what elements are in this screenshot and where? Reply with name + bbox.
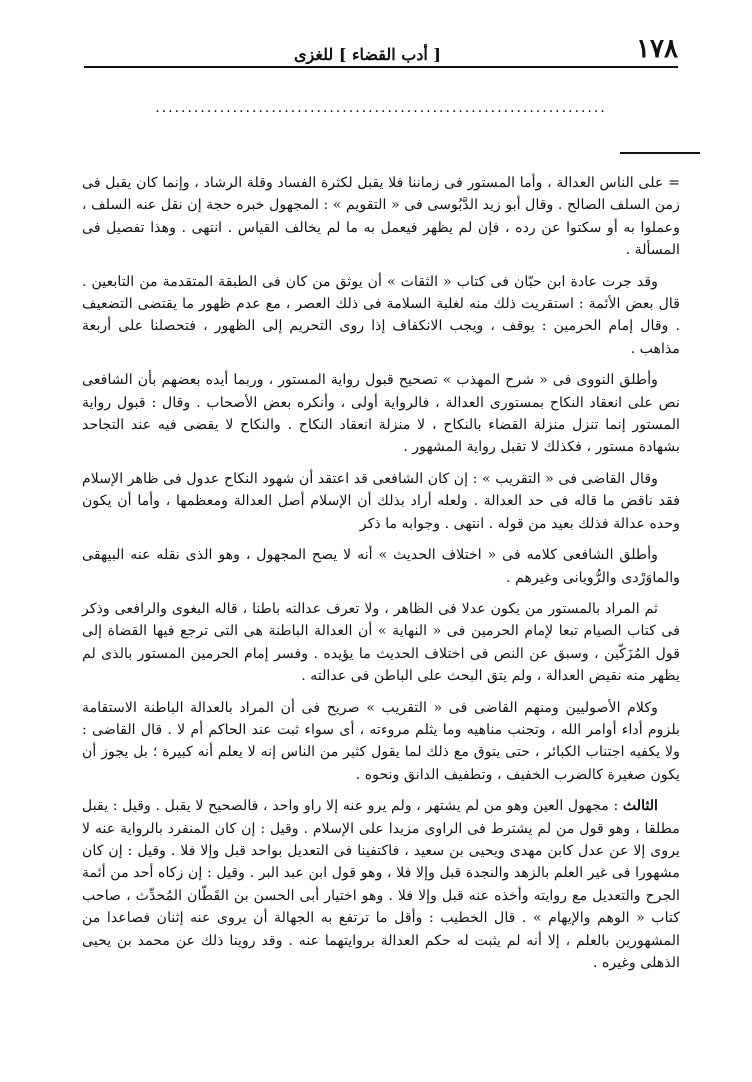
- page-number: ١٧٨: [636, 34, 678, 64]
- paragraph-continuation: = على الناس العدالة ، وأما المستور فى زماننا فلا يقبل لكثرة الفساد وقلة الرشاد ، وإنما كان يقبل فى زمن السلف الصالح . وقال أبو زيد الدَّبُوسى فى « التقويم » : المجهول خبره حجة إن نقل عنه السلف ، وعملوا به أو سكتوا عن رده ، فإن لم يظهر فيعمل به ما لم يخالف القياس . انتهى . وهذا تفصيل فى المسألة .: [82, 175, 680, 259]
- running-title: [ أدب القضاء ] للغزى: [294, 45, 441, 64]
- dotted-separator: ......................................................................: [155, 100, 607, 116]
- paragraph-qadi-taqrib: وقال القاضى فى « التقريب » : إن كان الشافعى قد اعتقد أن شهود النكاح عدول فى ظاهر الإسلام فقد ناقض ما قاله فى حد العدالة . ولعله أراد بذلك أن الإسلام أصل العدالة ومعظمها ، وأما أن يكون وحده عدالة فذلك بعيد من قوله . انتهى . وجوابه ما ذكر: [82, 470, 680, 532]
- footnote-rule: [620, 152, 700, 154]
- paragraph-shafii: وأطلق الشافعى كلامه فى « اختلاف الحديث » أنه لا يصح المجهول ، وهو الذى نقله عنه البيهقى والماوَرْدى والرُّويانى وغيرهم .: [82, 547, 680, 586]
- header-rule: [84, 66, 678, 68]
- paragraph-nawawi: وأطلق النووى فى « شرح المهذب » تصحيح قبول رواية المستور ، وربما أيده بعضهم بأن الشافعى نص على انعقاد النكاح بمستورى العدالة ، فالرواية أولى ، وأنكره بعض الأصحاب . وقال : قبول رواية المستور إنما تنزل منزلة القضاء بالنكاح ، لا منزلة انعقاد النكاح . والنكاح لا يقضى فيه عند التجاحد بشهادة مستور ، فكذلك لا تقبل رواية المشهور .: [82, 372, 680, 456]
- paragraph-lead-word: الثالث: [622, 798, 658, 815]
- paragraph-mastur-definition: ثم المراد بالمستور من يكون عدلا فى الظاهر ، ولا تعرف عدالته باطنا ، قاله البغوى والرافعى وذكر فى كتاب الصيام تبعا لإمام الحرمين فى « النهاية » أن العدالة الباطنة هى التى ترجع فيها القضاة إلى قول المُزَكّين ، وسبق عن النص فى اختلاف الحديث ما يؤيده . وفسر إمام الحرمين المستور بالذى لم يظهر منه نقيض العدالة ، ولم يتق البحث على الباطن فى عدالته .: [82, 600, 680, 685]
- paragraph-ibn-hibban: وقد جرت عادة ابن حبّان فى كتاب « الثقات » أن يوثق من كان فى الطبقة المتقدمة من التابعين . قال بعض الأئمة : استقريت ذلك منه لغلبة السلامة فى ذلك العصر ، مع عدم ظهور ما يقتضى التضعيف . وقال إمام الحرمين : يوقف ، ويجب الانكفاف إذا روى التحريم إلى الظهور ، فتحصلنا على أربعة مذاهب .: [82, 273, 680, 357]
- page-header: [84, 28, 678, 64]
- paragraph-third-text: : مجهول العين وهو من لم يشتهر ، ولم يرو عنه إلا راو واحد ، فالصحيح لا يقبل . وقيل : يقبل مطلقا ، وهو قول من لم يشترط فى الراوى مزيدا على الإسلام . وقيل : إن كان المنفرد بالرواية عنه لا يروى إلا عن عدل كابن مهدى ويحيى بن سعيد ، فاكتفينا فى التعديل بواحد قبل وإلا فلا . وقيل : إن كان مشهورا فى غير العلم بالزهد والنجدة قبل وإلا فلا ، وهو قول ابن عبد البر . وقيل : إن زكاه أحد من أئمة الجرح والتعديل مع روايته وأخذه عنه قبل وإلا فلا . وهو اختيار أبى الحسن بن القَطّان المُحدِّث ، صاحب كتاب « الوهم والإيهام » . قال الخطيب : وأقل ما ترتفع به الجهالة أن يروى عنه إثنان فصاعدا من المشهورين بالعلم ، إلا أنه لم يثبت له حكم العدالة بروايتهما عنه . وقد روينا ذلك عن محمد بن يحيى الذهلى وغيره .: [82, 798, 680, 971]
- paragraph-usuliyyin: وكلام الأصوليين ومنهم القاضى فى « التقريب » صريح فى أن المراد بالعدالة الباطنة الاستقامة بلزوم أداء أوامر الله ، وتجنب مناهيه وما يثلم مروءته ، أى سواء ثبت عند الحاكم أم لا . قال القاضى : ولا يكفيه اجتناب الكبائر ، حتى يتوق مع ذلك لما يقول كثير من الناس إنه لا يعلم أنه كبيرة ؛ بل يجوز أن يكون صغيرة كالضرب الخفيف ، وتطفيف الدانق ونحوه .: [82, 699, 680, 783]
- body-text: [82, 172, 680, 983]
- paragraph-third: [82, 795, 680, 974]
